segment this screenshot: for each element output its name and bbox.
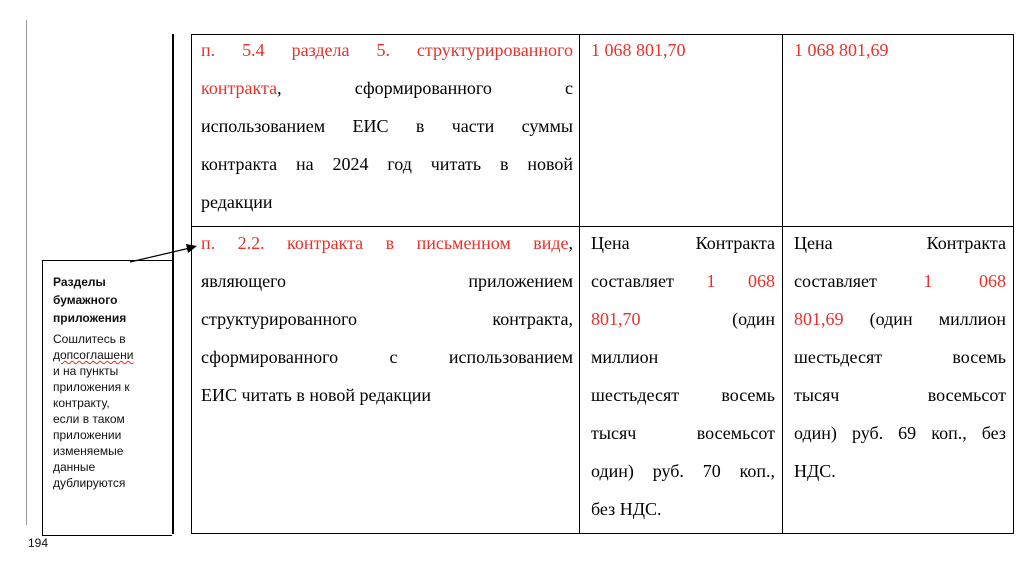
- row2-description-cell: [201, 224, 573, 414]
- row2-line-3: структурированного контракта,: [201, 309, 573, 329]
- row2-new-price-text: Цена Контракта составляет 1 068 801,69 (один миллион шестьдесят восемь тысяч восемьсот один) руб. 69 коп., без НДС.: [794, 233, 1007, 481]
- row1-line-2: контракта, сформированного с: [201, 78, 573, 98]
- amendment-table: [191, 34, 1014, 534]
- row1-line-1: п. 5.4 раздела 5. структурированного: [201, 40, 573, 60]
- row1-line-5: редакции: [201, 192, 273, 212]
- row2-line-4: сформированного с использованием: [201, 347, 573, 367]
- row2-line-2: являющего приложением: [201, 271, 573, 291]
- page-number: 194: [28, 536, 49, 550]
- row1-description-cell: [201, 31, 573, 221]
- row2-line-1: п. 2.2. контракта в письменном виде,: [201, 233, 573, 253]
- table-bottom-border: [191, 533, 1014, 534]
- callout-title: Разделы бумажного приложения: [53, 275, 127, 325]
- row1-line-3: использованием ЕИС в части суммы: [201, 116, 573, 136]
- table-right-border: [1013, 34, 1014, 534]
- row1-old-amount: 1 068 801,70: [591, 40, 686, 60]
- table-left-border: [191, 34, 192, 534]
- column-divider-2: [782, 34, 783, 534]
- row2-old-price-text: Цена Контракта составляет 1 068 801,70 (один миллион шестьдесят восемь тысяч восемьсот один) руб. 70 коп., без НДС.: [591, 233, 776, 519]
- row1-line-4: контракта на 2024 год читать в новой: [201, 154, 573, 174]
- row2-line-5: ЕИС читать в новой редакции: [201, 385, 432, 405]
- column-divider-1: [579, 34, 580, 534]
- callout-body: Сошлитесь в допсоглашени и на пункты приложения к контракту, если в таком приложении изменяемые данные дублируются: [53, 332, 134, 490]
- row1-new-amount: 1 068 801,69: [794, 40, 889, 60]
